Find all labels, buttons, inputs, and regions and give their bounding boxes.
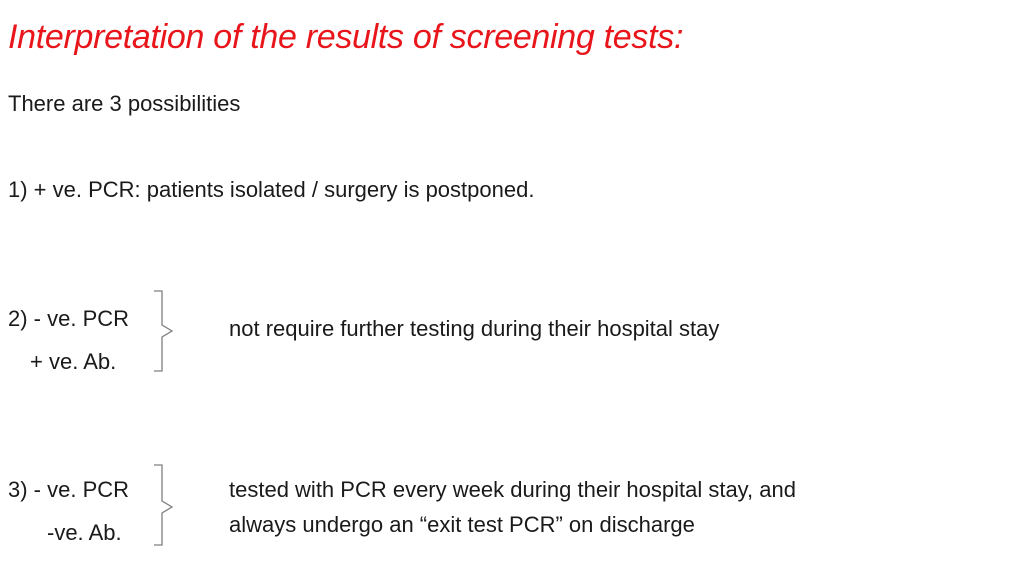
slide-title: Interpretation of the results of screening tests: <box>8 18 684 56</box>
possibility-3-pcr: 3) - ve. PCR <box>8 477 130 502</box>
intro-text: There are 3 possibilities <box>8 91 241 116</box>
possibility-3-note-line-1: tested with PCR every week during their hospital stay, and <box>229 477 796 502</box>
possibility-3-brace <box>154 464 162 546</box>
possibility-3-note-line-2: always undergo an “exit test PCR” on discharge <box>229 512 695 537</box>
possibility-2-ab: + ve. Ab. <box>30 349 117 374</box>
possibility-2-note: not require further testing during their hospital stay <box>229 316 720 341</box>
possibility-2-brace <box>154 290 162 372</box>
possibility-2-pcr: 2) - ve. PCR <box>8 306 130 331</box>
possibility-1: 1) + ve. PCR: patients isolated / surgery is postponed. <box>8 177 535 202</box>
possibility-3-ab: -ve. Ab. <box>47 520 122 545</box>
